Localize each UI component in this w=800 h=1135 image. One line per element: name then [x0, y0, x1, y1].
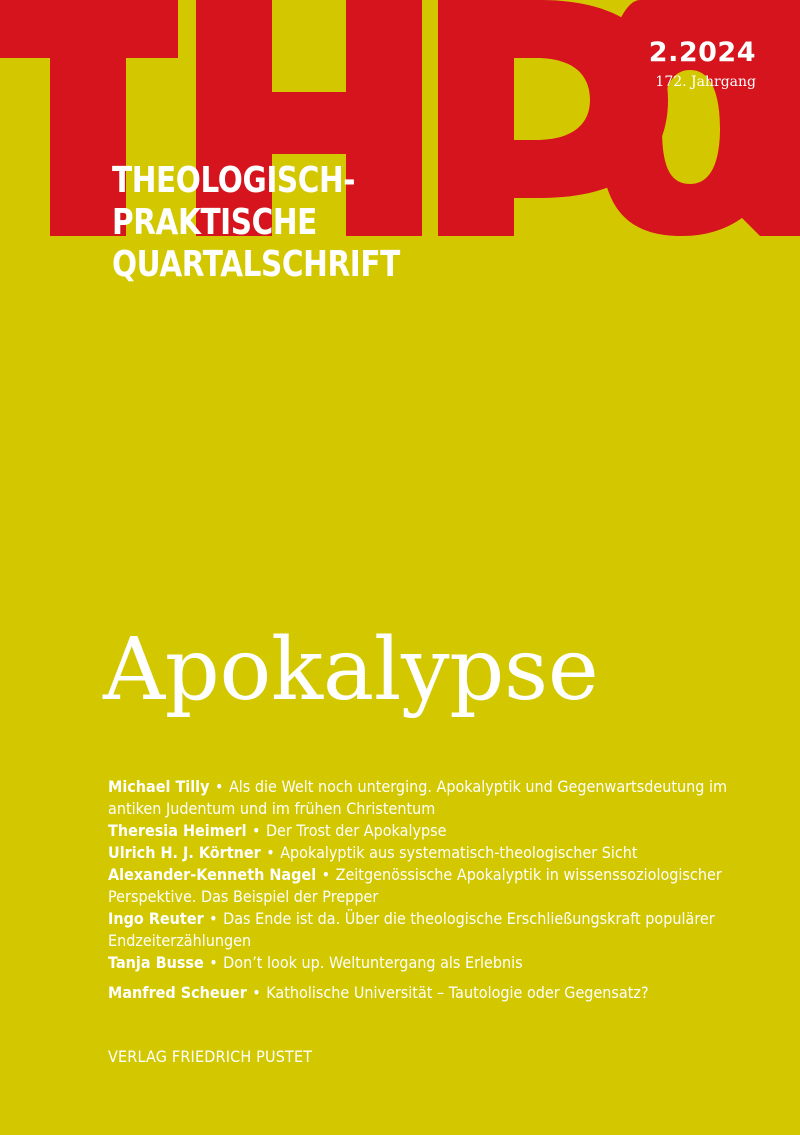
- entry-title: Als die Welt noch unterging. Apokalyptik und Gegenwartsdeutung im antiken Judentum und im frühen Christentum: [108, 777, 727, 818]
- entry-author: Michael Tilly: [108, 777, 210, 796]
- entry-author: Theresia Heimerl: [108, 821, 247, 840]
- entry-title: Das Ende ist da. Über die theologische Erschließungskraft populärer Endzeiterzählungen: [108, 909, 715, 950]
- issue-volume: 172. Jahrgang: [655, 74, 756, 90]
- entry-title: Katholische Universität – Tautologie oder Gegensatz?: [266, 983, 649, 1002]
- contents-entry: [108, 864, 778, 908]
- contents-entry: [108, 842, 778, 864]
- entry-separator: •: [247, 821, 266, 840]
- subtitle-line: THEOLOGISCH-: [112, 160, 356, 201]
- entry-separator: •: [204, 953, 223, 972]
- entry-title: Zeitgenössische Apokalyptik in wissenssoziologischer Perspektive. Das Beispiel der Prepper: [108, 865, 722, 906]
- entry-title: Der Trost der Apokalypse: [265, 821, 447, 840]
- contents-entry: [108, 952, 778, 974]
- entry-separator: •: [210, 777, 229, 796]
- subtitle-line: QUARTALSCHRIFT: [112, 244, 400, 285]
- contents-entry: [108, 982, 778, 1004]
- contents-entry: [108, 908, 778, 952]
- entry-author: Manfred Scheuer: [108, 983, 247, 1002]
- issue-info: [649, 38, 756, 92]
- entry-separator: •: [204, 909, 223, 928]
- entry-separator: •: [317, 865, 335, 884]
- entry-title: Don’t look up. Weltuntergang als Erlebnis: [223, 953, 523, 972]
- contents-entry: [108, 776, 778, 820]
- journal-subtitle: [112, 160, 400, 286]
- issue-number: 2.2024: [648, 37, 756, 68]
- subtitle-line: PRAKTISCHE: [112, 202, 317, 243]
- entry-title: Apokalyptik aus systematisch-theologischer Sicht: [280, 843, 638, 862]
- table-of-contents: [108, 776, 778, 1004]
- contents-entry: [108, 820, 778, 842]
- entry-separator: •: [247, 983, 266, 1002]
- entry-author: Ingo Reuter: [108, 909, 204, 928]
- entry-author: Ulrich H. J. Körtner: [108, 843, 261, 862]
- publisher-name: VERLAG FRIEDRICH PUSTET: [108, 1047, 313, 1066]
- entry-separator: •: [261, 843, 280, 862]
- entry-author: Tanja Busse: [108, 953, 204, 972]
- theme-title: Apokalypse: [103, 620, 599, 720]
- entry-author: Alexander-Kenneth Nagel: [108, 865, 317, 884]
